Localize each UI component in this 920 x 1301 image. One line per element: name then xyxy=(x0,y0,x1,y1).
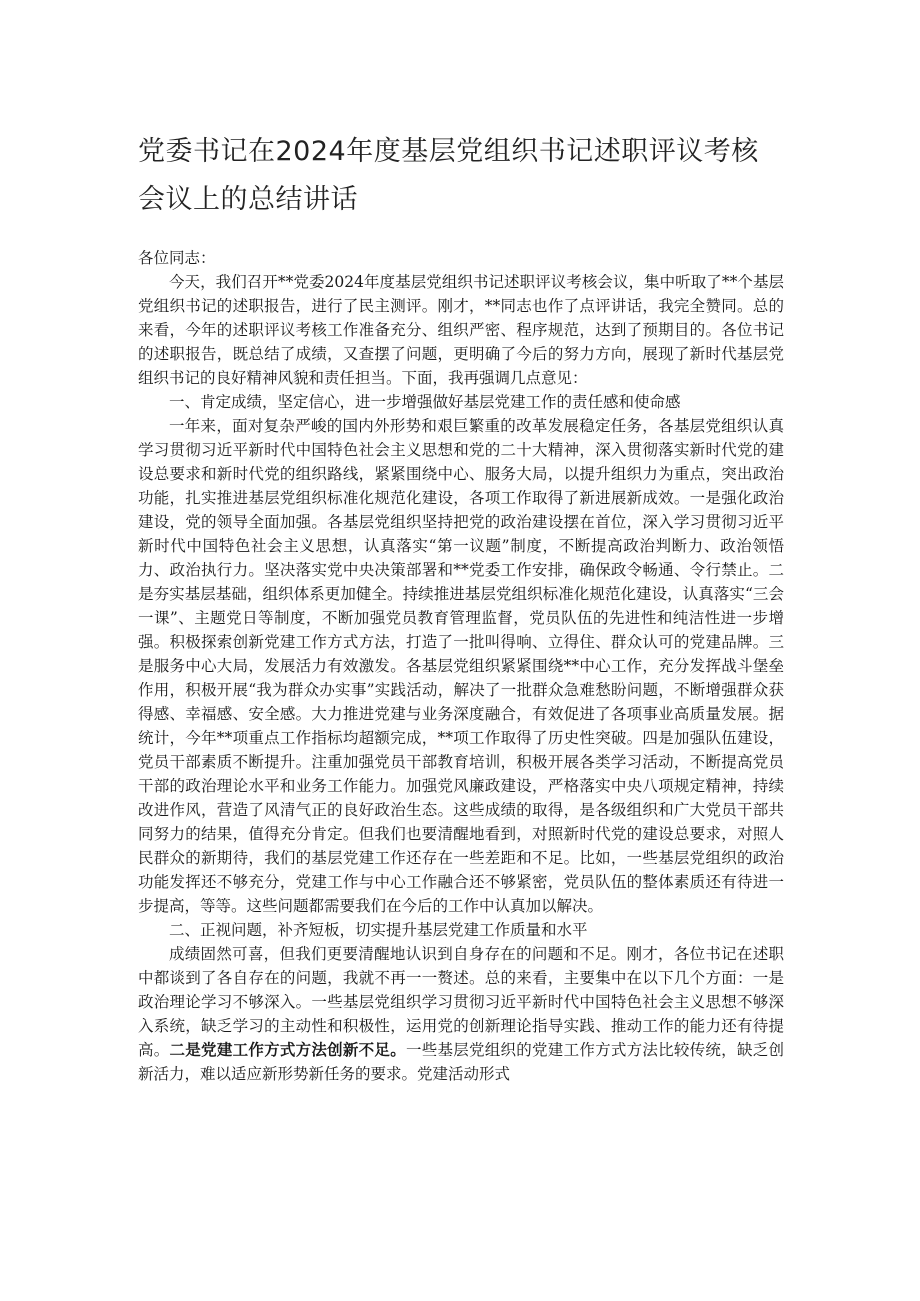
section-2-bold-point: 二是党建工作方式方法创新不足。 xyxy=(169,1040,406,1059)
section-2-body-part-b: 一些基层党组织的党建工作方式方法比较传统，缺乏创新活力，难以适应新形势新任务的要求。党建活动形式 xyxy=(138,1041,784,1083)
document-page xyxy=(138,128,784,1086)
intro-paragraph: 今天，我们召开**党委2024年度基层党组织书记述职评议考核会议，集中听取了**个基层党组织书记的述职报告，进行了民主测评。刚才，**同志也作了点评讲话，我完全赞同。总的来看，今年的述职评议考核工作准备充分、组织严密、程序规范，达到了预期目的。各位书记的述职报告，既总结了成绩，又查摆了问题，更明确了今后的努力方向，展现了新时代基层党组织书记的良好精神风貌和责任担当。下面，我再强调几点意见： xyxy=(138,273,784,387)
document-title: 党委书记在2024年度基层党组织书记述职评议考核会议上的总结讲话 xyxy=(138,136,759,215)
section-1-body: 一年来，面对复杂严峻的国内外形势和艰巨繁重的改革发展稳定任务，各基层党组织认真学习贯彻习近平新时代中国特色社会主义思想和党的二十大精神，深入贯彻落实新时代党的建设总要求和新时代党的组织路线，紧紧围绕中心、服务大局，以提升组织力为重点，突出政治功能，扎实推进基层党组织标准化规范化建设，各项工作取得了新进展新成效。一是强化政治建设，党的领导全面加强。各基层党组织坚持把党的政治建设摆在首位，深入学习贯彻习近平新时代中国特色社会主义思想，认真落实“第一议题”制度，不断提高政治判断力、政治领悟力、政治执行力。坚决落实党中央决策部署和**党委工作安排，确保政令畅通、令行禁止。二是夯实基层基础，组织体系更加健全。持续推进基层党组织标准化规范化建设，认真落实“三会一课”、主题党日等制度，不断加强党员教育管理监督，党员队伍的先进性和纯洁性进一步增强。积极探索创新党建工作方式方法，打造了一批叫得响、立得住、群众认可的党建品牌。三是服务中心大局，发展活力有效激发。各基层党组织紧紧围绕**中心工作，充分发挥战斗堡垒作用，积极开展“我为群众办实事”实践活动，解决了一批群众急难愁盼问题，不断增强群众获得感、幸福感、安全感。大力推进党建与业务深度融合，有效促进了各项事业高质量发展。据统计，今年**项重点工作指标均超额完成，**项工作取得了历史性突破。四是加强队伍建设，党员干部素质不断提升。注重加强党员干部教育培训，积极开展各类学习活动，不断提高党员干部的政治理论水平和业务工作能力。加强党风廉政建设，严格落实中央八项规定精神，持续改进作风，营造了风清气正的良好政治生态。这些成绩的取得，是各级组织和广大党员干部共同努力的结果，值得充分肯定。但我们也要清醒地看到，对照新时代党的建设总要求，对照人民群众的新期待，我们的基层党建工作还存在一些差距和不足。比如，一些基层党组织的政治功能发挥还不够充分，党建工作与中心工作融合还不够紧密，党员队伍的整体素质还有待进一步提高，等等。这些问题都需要我们在今后的工作中认真加以解决。 xyxy=(138,417,784,915)
section-1-heading: 一、肯定成绩，坚定信心，进一步增强做好基层党建工作的责任感和使命感 xyxy=(169,393,681,411)
section-2-body-part-a: 成绩固然可喜，但我们更要清醒地认识到自身存在的问题和不足。刚才，各位书记在述职中都谈到了各自存在的问题，我就不再一一赘述。总的来看，主要集中在以下几个方面：一是政治理论学习不够深入。一些基层党组织学习贯彻习近平新时代中国特色社会主义思想不够深入系统，缺乏学习的主动性和积极性，运用党的创新理论指导实践、推动工作的能力还有待提高。 xyxy=(138,945,784,1059)
salutation: 各位同志： xyxy=(138,249,216,267)
section-2-body xyxy=(138,942,784,1086)
section-2-heading: 二、正视问题，补齐短板，切实提升基层党建工作质量和水平 xyxy=(169,921,588,939)
